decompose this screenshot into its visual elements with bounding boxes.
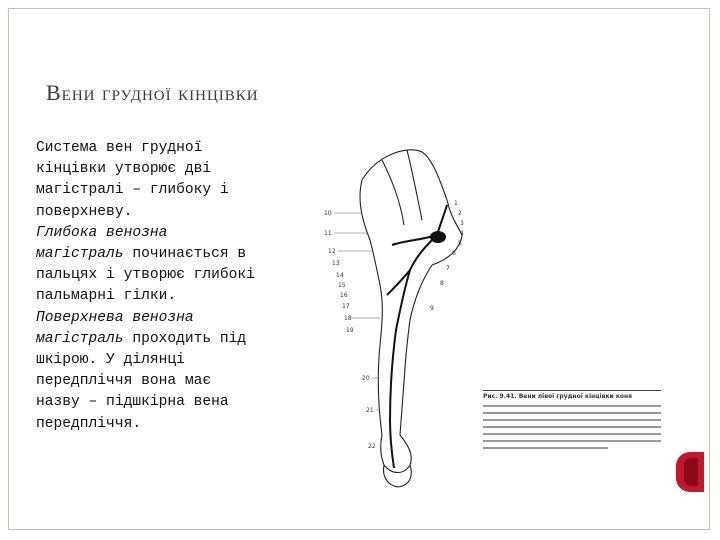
svg-text:22: 22 (368, 443, 376, 450)
decorative-accent-inner (684, 458, 698, 486)
forelimb-vein-illustration (322, 140, 472, 505)
caption-title: Рис. 9.41. Вени лівої грудної кінцівки коня (483, 393, 633, 400)
svg-text:1: 1 (454, 200, 458, 207)
body-line: передпліччя. (36, 415, 142, 432)
svg-text:2: 2 (458, 210, 462, 217)
figure-caption (483, 390, 661, 476)
slide-title: Вени грудної кінцівки (46, 80, 259, 105)
svg-text:11: 11 (324, 230, 332, 237)
caption-text-line (483, 433, 661, 435)
svg-text:6: 6 (452, 250, 456, 257)
svg-text:10: 10 (324, 210, 332, 217)
body-line: шкірою. У ділянці (36, 352, 185, 369)
body-line: Поверхнева венозна (36, 309, 194, 326)
svg-text:19: 19 (346, 327, 354, 334)
body-line: поверхневу. (36, 203, 133, 220)
body-line: пальмарні гілки. (36, 288, 177, 305)
body-line: Глибока венозна (36, 224, 168, 241)
svg-text:14: 14 (336, 272, 344, 279)
body-line: магістраль проходить під (36, 330, 247, 347)
body-line: магістралі – глибоку і (36, 182, 229, 199)
svg-text:16: 16 (340, 292, 348, 299)
svg-text:7: 7 (446, 265, 450, 272)
body-line: Система вен грудної (36, 140, 203, 156)
svg-text:5: 5 (458, 240, 462, 247)
body-line: пальцях і утворює глибокі (36, 267, 255, 284)
caption-text-line (483, 419, 661, 421)
svg-text:8: 8 (440, 280, 444, 287)
svg-text:12: 12 (328, 248, 336, 255)
caption-text-line (483, 426, 661, 428)
svg-text:4: 4 (460, 230, 464, 237)
caption-text-line (483, 447, 608, 449)
body-line: кінцівки утворює дві (36, 161, 212, 178)
svg-text:15: 15 (338, 282, 346, 289)
body-line: магістраль починається в (36, 246, 247, 263)
caption-text-line (483, 405, 661, 407)
svg-text:21: 21 (366, 407, 374, 414)
svg-text:18: 18 (344, 315, 352, 322)
svg-text:17: 17 (342, 303, 350, 310)
caption-text-line (483, 440, 661, 442)
svg-text:9: 9 (430, 305, 434, 312)
svg-text:13: 13 (332, 260, 340, 267)
caption-text-line (483, 412, 661, 414)
svg-text:20: 20 (362, 375, 370, 382)
svg-text:3: 3 (460, 220, 464, 227)
body-line: передпліччя вона має (36, 373, 212, 390)
body-text (36, 138, 294, 435)
body-line: назву – підшкірна вена (36, 394, 229, 411)
